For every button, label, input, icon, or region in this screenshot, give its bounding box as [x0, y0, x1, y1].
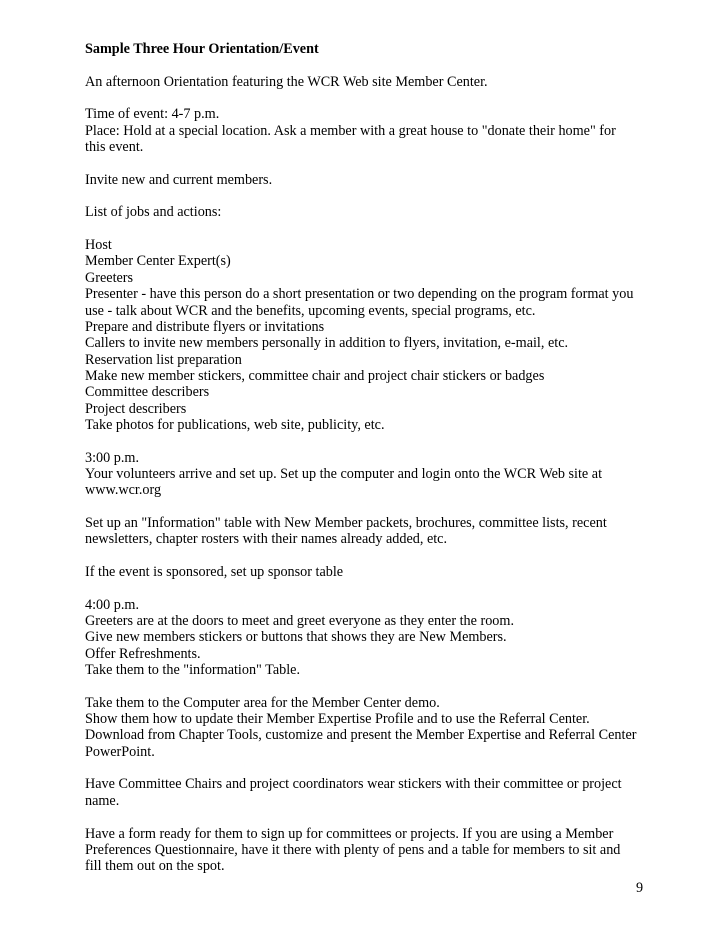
- paragraph: [85, 826, 665, 875]
- text-line: name.: [85, 792, 120, 809]
- paragraph: [85, 172, 665, 188]
- document-body: [85, 41, 665, 891]
- text-line: Set up an "Information" table with New Member packets, brochures, committee lists, recent: [85, 514, 607, 531]
- paragraph: [85, 695, 665, 760]
- text-line: Presenter - have this person do a short presentation or two depending on the program format you: [85, 286, 634, 303]
- text-line: Take them to the Computer area for the Member Center demo.: [85, 694, 440, 711]
- text-line: Greeters are at the doors to meet and greet everyone as they enter the room.: [85, 613, 514, 630]
- text-line: Greeters: [85, 269, 134, 286]
- text-line: An afternoon Orientation featuring the WCR Web site Member Center.: [85, 73, 488, 90]
- text-line: fill them out on the spot.: [85, 858, 225, 875]
- text-line: Reservation list preparation: [85, 351, 242, 368]
- text-line: Show them how to update their Member Expertise Profile and to use the Referral Center.: [85, 711, 590, 728]
- text-line: Time of event: 4-7 p.m.: [85, 106, 220, 123]
- text-line: Take them to the "information" Table.: [85, 662, 300, 679]
- text-line: Have Committee Chairs and project coordinators wear stickers with their committee or project: [85, 776, 622, 793]
- text-line: Preferences Questionnaire, have it there with plenty of pens and a table for members to sit and: [85, 841, 621, 858]
- page-number: 9: [636, 880, 644, 896]
- title-text: Sample Three Hour Orientation/Event: [85, 41, 319, 57]
- text-line: Download from Chapter Tools, customize and present the Member Expertise and Referral Center: [85, 727, 637, 744]
- text-line: Committee describers: [85, 384, 210, 401]
- text-line: Give new members stickers or buttons that shows they are New Members.: [85, 629, 507, 646]
- paragraph: [85, 515, 665, 548]
- text-line: List of jobs and actions:: [85, 204, 222, 221]
- text-line: use - talk about WCR and the benefits, upcoming events, special programs, etc.: [85, 302, 536, 319]
- text-line: Take photos for publications, web site, publicity, etc.: [85, 416, 385, 433]
- text-line: Callers to invite new members personally in addition to flyers, invitation, e-mail, etc.: [85, 335, 569, 352]
- page-title: [85, 41, 665, 57]
- paragraph: [85, 204, 665, 220]
- text-line: newsletters, chapter rosters with their names already added, etc.: [85, 531, 448, 548]
- text-line: Member Center Expert(s): [85, 253, 231, 270]
- text-line: Your volunteers arrive and set up. Set up the computer and login onto the WCR Web site at: [85, 465, 603, 482]
- paragraph: [85, 74, 665, 90]
- paragraph: [85, 237, 665, 433]
- text-line: this event.: [85, 139, 144, 156]
- text-line: www.wcr.org: [85, 482, 162, 499]
- paragraph: [85, 776, 665, 809]
- text-line: If the event is sponsored, set up sponsor table: [85, 564, 344, 580]
- text-line: 3:00 p.m.: [85, 449, 139, 466]
- text-line: Prepare and distribute flyers or invitations: [85, 318, 325, 335]
- text-line: Make new member stickers, committee chair and project chair stickers or badges: [85, 367, 545, 384]
- text-line: Have a form ready for them to sign up for committees or projects. If you are using a Member: [85, 825, 614, 842]
- paragraph: [85, 106, 665, 155]
- text-line: PowerPoint.: [85, 743, 155, 760]
- paragraph-list: [85, 74, 665, 875]
- paragraph: [85, 597, 665, 679]
- text-line: Project describers: [85, 400, 187, 417]
- text-line: Host: [85, 237, 112, 254]
- text-line: Offer Refreshments.: [85, 645, 201, 662]
- paragraph: [85, 564, 665, 580]
- text-line: Invite new and current members.: [85, 171, 273, 188]
- paragraph: [85, 450, 665, 499]
- text-line: 4:00 p.m.: [85, 596, 139, 613]
- text-line: Place: Hold at a special location. Ask a member with a great house to "donate their home" for: [85, 122, 616, 139]
